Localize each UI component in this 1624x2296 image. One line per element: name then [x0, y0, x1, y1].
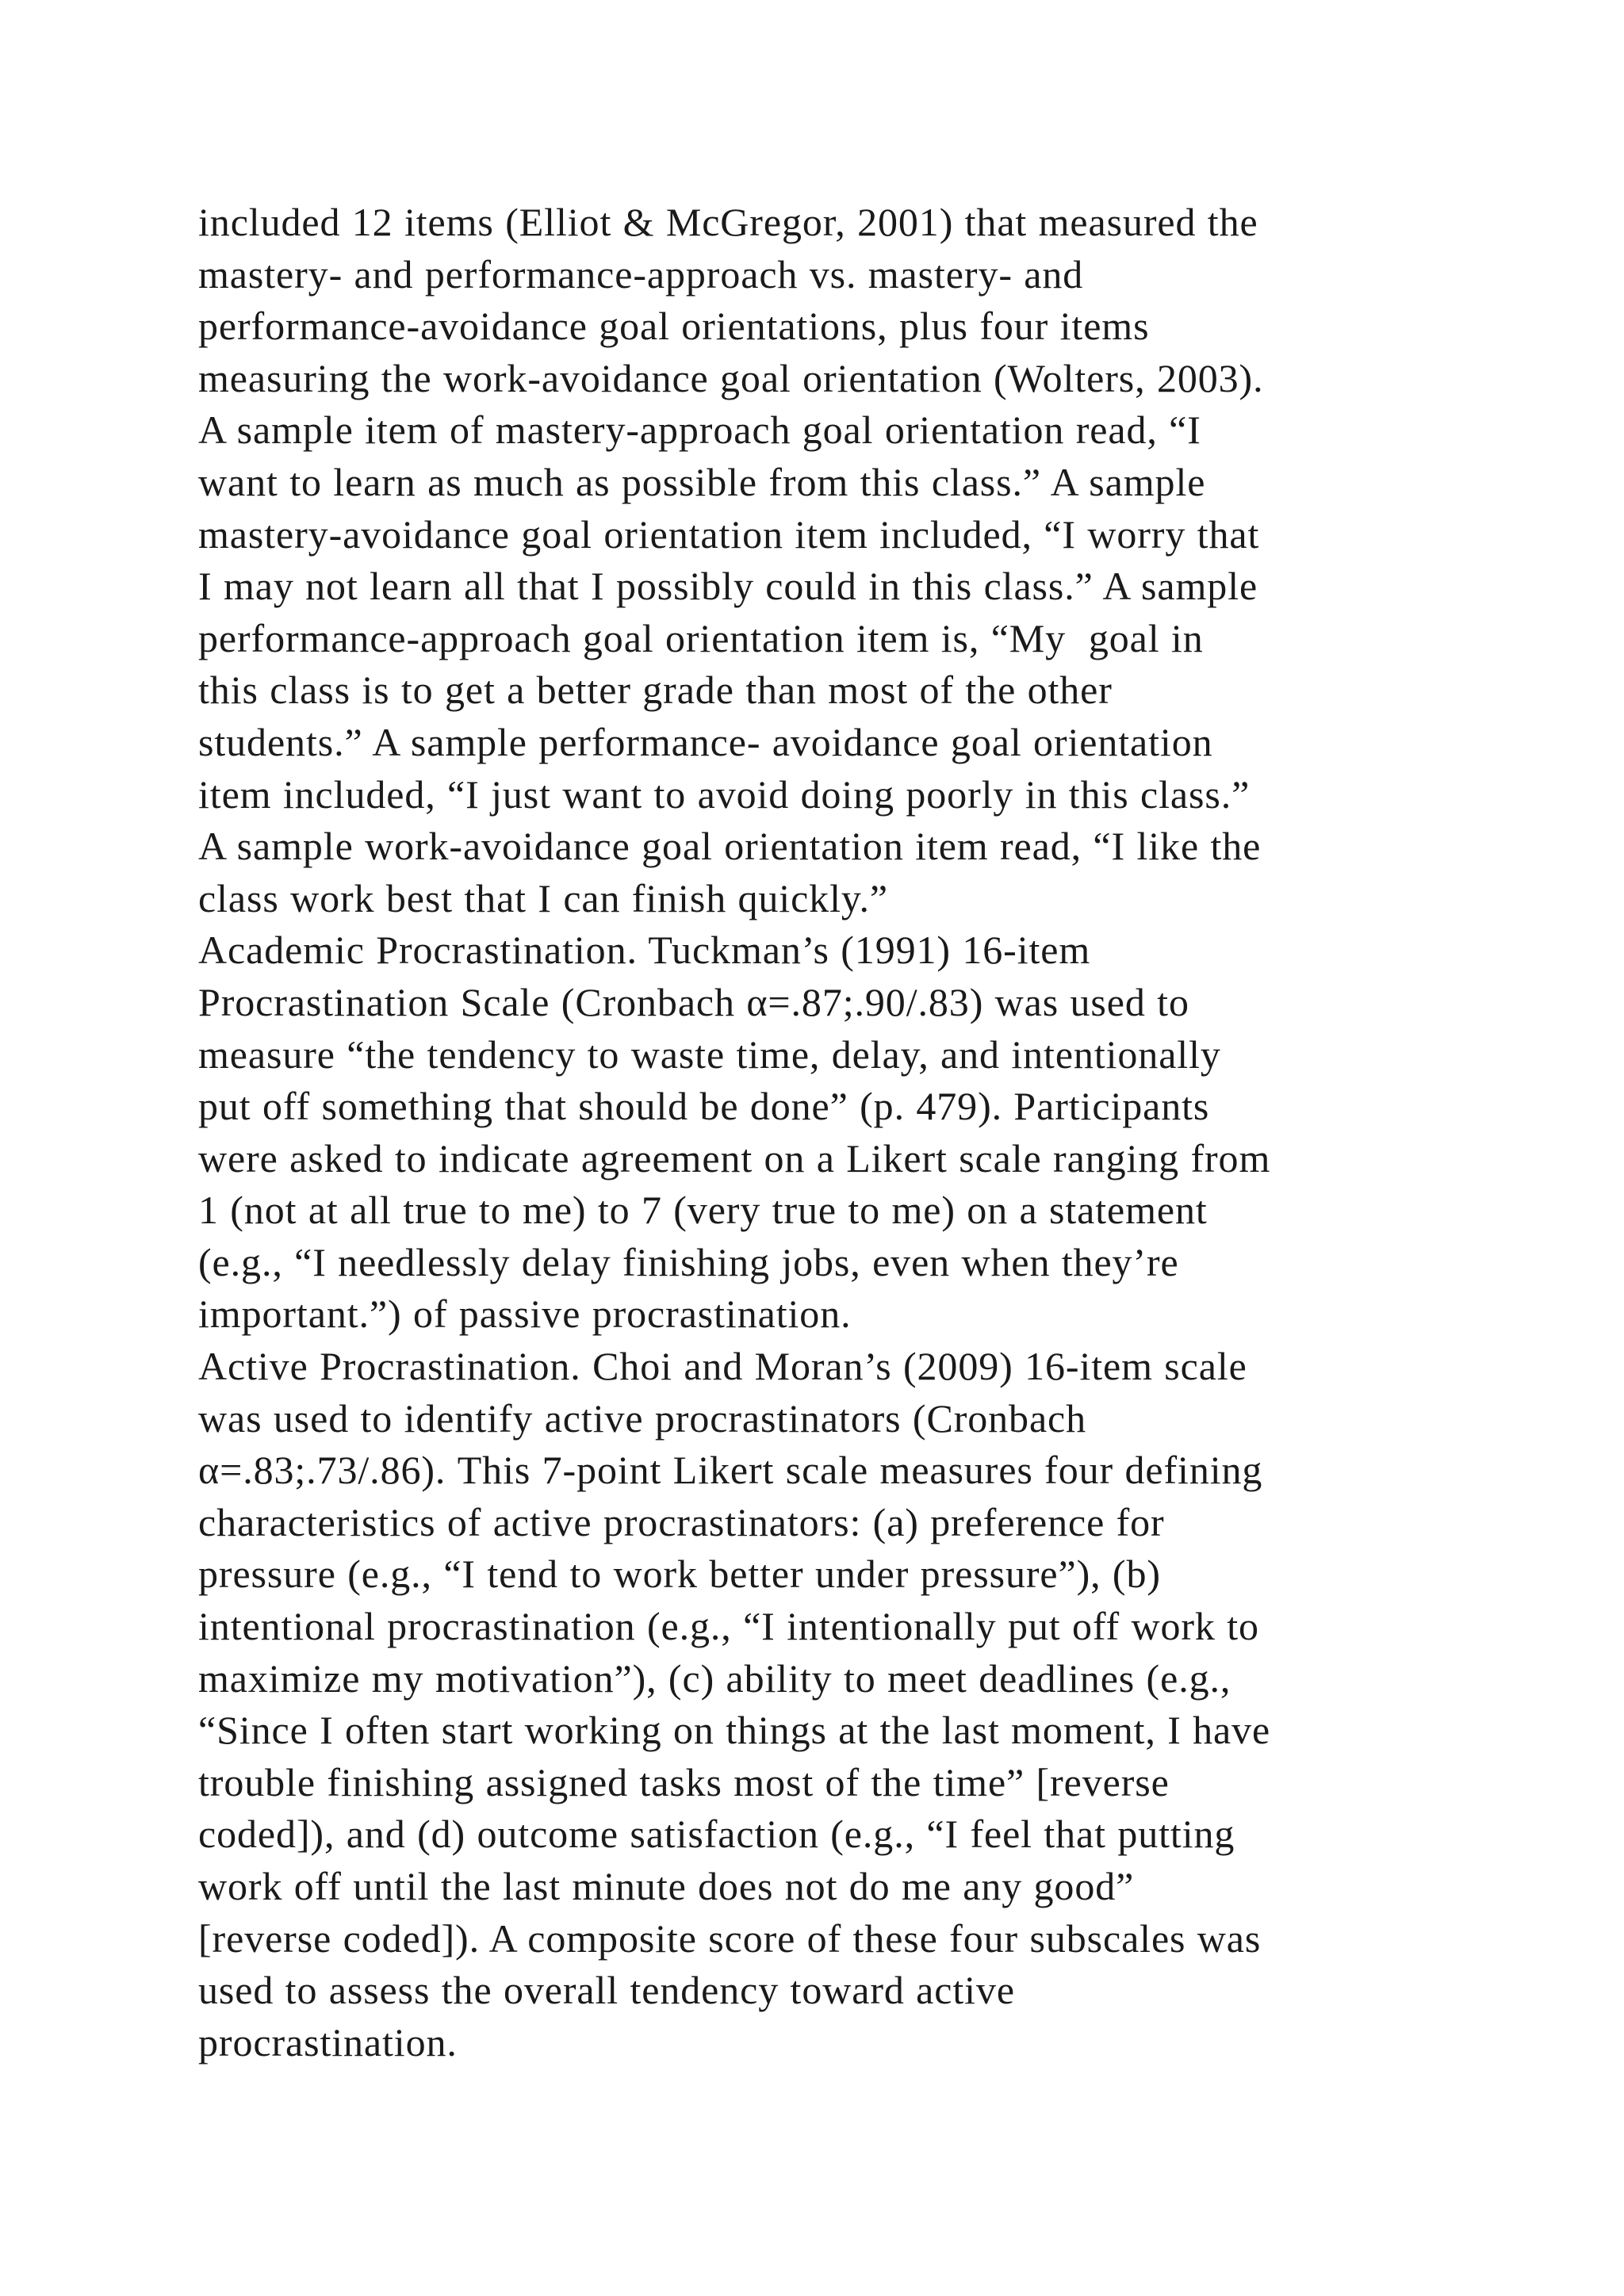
text-line: measuring the work-avoidance goal orientation (Wolters, 2003). [198, 355, 1264, 400]
text-line: coded]), and (d) outcome satisfaction (e.g., “I feel that putting [198, 1812, 1235, 1857]
text-line: work off until the last minute does not do me any good” [198, 1864, 1135, 1908]
text-line: performance-approach goal orientation item is, “My goal in [198, 615, 1204, 660]
text-line: maximize my motivation”), (c) ability to meet deadlines (e.g., [198, 1655, 1231, 1701]
text-line: class work best that I can finish quickly.” [198, 875, 889, 920]
text-line: this class is to get a better grade than most of the other [198, 668, 1113, 713]
text-line: performance-avoidance goal orientations, plus four items [198, 304, 1150, 349]
text-line: [reverse coded]). A composite score of these four subscales was [198, 1915, 1262, 1961]
text-line: A sample work-avoidance goal orientation item read, “I like the [198, 824, 1262, 869]
text-line: Procrastination Scale (Cronbach α=.87;.90/.83) was used to [198, 979, 1189, 1024]
text-line: intentional procrastination (e.g., “I intentionally put off work to [198, 1604, 1259, 1649]
text-line: characteristics of active procrastinators: (a) preference for [198, 1499, 1165, 1544]
text-line: included 12 items (Elliot & McGregor, 2001) that measured the [198, 200, 1258, 244]
text-line: want to learn as much as possible from this class.” A sample [198, 459, 1206, 504]
text-line: important.”) of passive procrastination. [198, 1292, 852, 1337]
text-line: used to assess the overall tendency toward active [198, 1968, 1015, 2013]
text-line: put off something that should be done” (p. 479). Participants [198, 1084, 1210, 1129]
body-text [198, 197, 1515, 2068]
text-line: 1 (not at all true to me) to 7 (very true to me) on a statement [198, 1188, 1208, 1233]
text-line: procrastination. [198, 2019, 458, 2064]
text-line: students.” A sample performance- avoidance goal orientation [198, 719, 1213, 764]
section-heading-line: Academic Procrastination. Tuckman’s (1991) 16-item [198, 928, 1091, 973]
text-line: trouble finishing assigned tasks most of the time” [reverse [198, 1759, 1170, 1804]
text-line: I may not learn all that I possibly could in this class.” A sample [198, 564, 1258, 609]
text-line: item included, “I just want to avoid doing poorly in this class.” [198, 771, 1251, 817]
text-line: A sample item of mastery-approach goal orientation read, “I [198, 408, 1201, 453]
text-line: “Since I often start working on things at the last moment, I have [198, 1708, 1271, 1753]
text-line: pressure (e.g., “I tend to work better under pressure”), (b) [198, 1552, 1161, 1597]
text-line: (e.g., “I needlessly delay finishing jobs, even when they’re [198, 1239, 1179, 1284]
section-heading-line: Active Procrastination. Choi and Moran’s (2009) 16-item scale [198, 1344, 1247, 1389]
text-line: measure “the tendency to waste time, delay, and intentionally [198, 1031, 1221, 1077]
text-line: mastery-avoidance goal orientation item included, “I worry that [198, 511, 1260, 557]
text-line: was used to identify active procrastinators (Cronbach [198, 1395, 1087, 1441]
text-line: α=.83;.73/.86). This 7-point Likert scale measures four defining [198, 1448, 1263, 1493]
text-line: were asked to indicate agreement on a Likert scale ranging from [198, 1135, 1271, 1181]
text-line: mastery- and performance-approach vs. mastery- and [198, 251, 1084, 297]
